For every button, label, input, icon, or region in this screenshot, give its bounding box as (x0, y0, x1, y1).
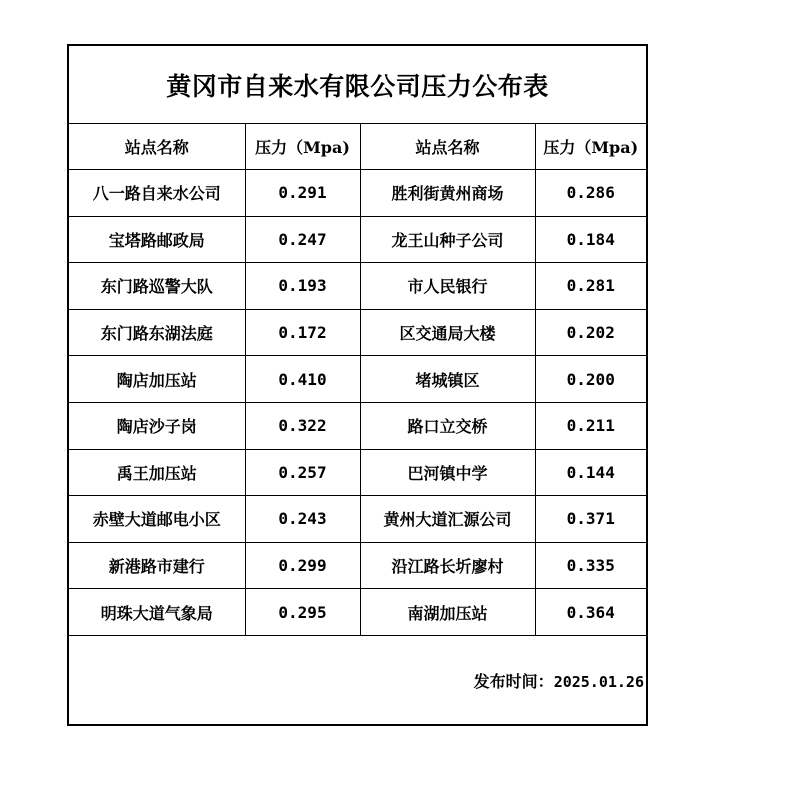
pressure-value-right: 0.144 (535, 449, 646, 496)
station-name-right: 市人民银行 (360, 263, 535, 310)
station-name-right: 黄州大道汇源公司 (360, 496, 535, 543)
table-row (69, 496, 646, 543)
pressure-value-left: 0.193 (245, 263, 360, 310)
pressure-value-right: 0.211 (535, 402, 646, 449)
table-row (69, 170, 646, 217)
header-station-left: 站点名称 (69, 124, 245, 170)
publish-date: 2025.01.26 (553, 673, 644, 691)
station-name-left: 新港路市建行 (69, 542, 245, 589)
table-row (69, 542, 646, 589)
station-name-left: 宝塔路邮政局 (69, 216, 245, 263)
table-row (69, 309, 646, 356)
pressure-value-left: 0.247 (245, 216, 360, 263)
station-name-right: 沿江路长圻廖村 (360, 542, 535, 589)
station-name-left: 明珠大道气象局 (69, 589, 245, 636)
pressure-value-left: 0.299 (245, 542, 360, 589)
pressure-value-left: 0.172 (245, 309, 360, 356)
station-name-left: 赤壁大道邮电小区 (69, 496, 245, 543)
table-row (69, 356, 646, 403)
station-name-right: 堵城镇区 (360, 356, 535, 403)
station-name-right: 路口立交桥 (360, 402, 535, 449)
pressure-value-left: 0.257 (245, 449, 360, 496)
pressure-table (69, 124, 646, 636)
station-name-left: 东门路巡警大队 (69, 263, 245, 310)
pressure-value-right: 0.281 (535, 263, 646, 310)
station-name-left: 禹王加压站 (69, 449, 245, 496)
pressure-value-right: 0.286 (535, 170, 646, 217)
station-name-right: 龙王山种子公司 (360, 216, 535, 263)
footer-area (69, 633, 646, 724)
header-pressure-right: 压力（Mpa) (535, 124, 646, 170)
station-name-right: 南湖加压站 (360, 589, 535, 636)
publish-time (474, 669, 644, 692)
station-name-left: 八一路自来水公司 (69, 170, 245, 217)
header-station-right: 站点名称 (360, 124, 535, 170)
pressure-value-right: 0.202 (535, 309, 646, 356)
pressure-value-left: 0.322 (245, 402, 360, 449)
header-pressure-left: 压力（Mpa) (245, 124, 360, 170)
table-row (69, 589, 646, 636)
pressure-notice-sheet (67, 44, 648, 726)
table-header-row (69, 124, 646, 170)
station-name-right: 胜利街黄州商场 (360, 170, 535, 217)
table-row (69, 449, 646, 496)
sheet-title: 黄冈市自来水有限公司压力公布表 (69, 46, 646, 124)
station-name-left: 陶店加压站 (69, 356, 245, 403)
station-name-right: 区交通局大楼 (360, 309, 535, 356)
table-row (69, 402, 646, 449)
pressure-value-left: 0.295 (245, 589, 360, 636)
pressure-value-left: 0.243 (245, 496, 360, 543)
pressure-value-right: 0.184 (535, 216, 646, 263)
station-name-left: 东门路东湖法庭 (69, 309, 245, 356)
pressure-value-right: 0.335 (535, 542, 646, 589)
publish-label: 发布时间： (473, 672, 554, 691)
pressure-value-left: 0.410 (245, 356, 360, 403)
pressure-value-left: 0.291 (245, 170, 360, 217)
pressure-value-right: 0.371 (535, 496, 646, 543)
table-row (69, 216, 646, 263)
table-row (69, 263, 646, 310)
pressure-value-right: 0.364 (535, 589, 646, 636)
station-name-right: 巴河镇中学 (360, 449, 535, 496)
pressure-value-right: 0.200 (535, 356, 646, 403)
station-name-left: 陶店沙子岗 (69, 402, 245, 449)
